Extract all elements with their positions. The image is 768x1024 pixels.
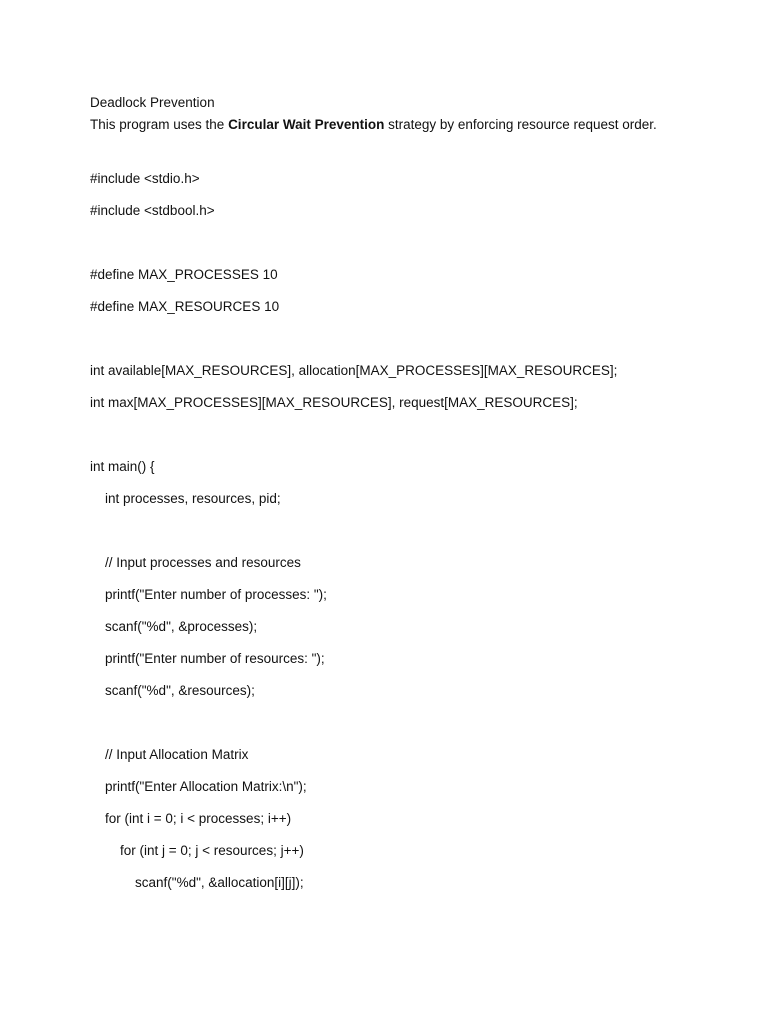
code-line-max-request: int max[MAX_PROCESSES][MAX_RESOURCES], request[MAX_RESOURCES]; bbox=[90, 395, 578, 410]
intro-text-before: This program uses the bbox=[90, 117, 229, 132]
code-line-include-stdbool: #include <stdbool.h> bbox=[90, 203, 215, 218]
code-line-comment-input: // Input processes and resources bbox=[90, 555, 301, 570]
code-line-inner-loop: for (int j = 0; j < resources; j++) bbox=[90, 843, 304, 858]
code-line-scanf-allocation: scanf("%d", &allocation[i][j]); bbox=[90, 875, 304, 890]
code-line-scanf-resources: scanf("%d", &resources); bbox=[90, 683, 255, 698]
code-line-outer-loop: for (int i = 0; i < processes; i++) bbox=[90, 811, 292, 826]
intro-paragraph bbox=[90, 116, 657, 134]
code-line-comment-allocation: // Input Allocation Matrix bbox=[90, 747, 249, 762]
code-line-declarations: int processes, resources, pid; bbox=[90, 491, 281, 506]
code-line-define-processes: #define MAX_PROCESSES 10 bbox=[90, 267, 278, 282]
document-title: Deadlock Prevention bbox=[90, 95, 215, 110]
code-line-main: int main() { bbox=[90, 459, 155, 474]
code-line-include-stdio: #include <stdio.h> bbox=[90, 171, 200, 186]
code-line-printf-allocation: printf("Enter Allocation Matrix:\n"); bbox=[90, 779, 307, 794]
code-line-printf-processes: printf("Enter number of processes: "); bbox=[90, 587, 327, 602]
code-line-printf-resources: printf("Enter number of resources: "); bbox=[90, 651, 325, 666]
intro-text-after: strategy by enforcing resource request order. bbox=[384, 117, 657, 132]
intro-strategy-name: Circular Wait Prevention bbox=[228, 117, 385, 132]
code-line-define-resources: #define MAX_RESOURCES 10 bbox=[90, 299, 280, 314]
code-line-available-allocation: int available[MAX_RESOURCES], allocation[MAX_PROCESSES][MAX_RESOURCES]; bbox=[90, 363, 618, 378]
code-line-scanf-processes: scanf("%d", &processes); bbox=[90, 619, 258, 634]
